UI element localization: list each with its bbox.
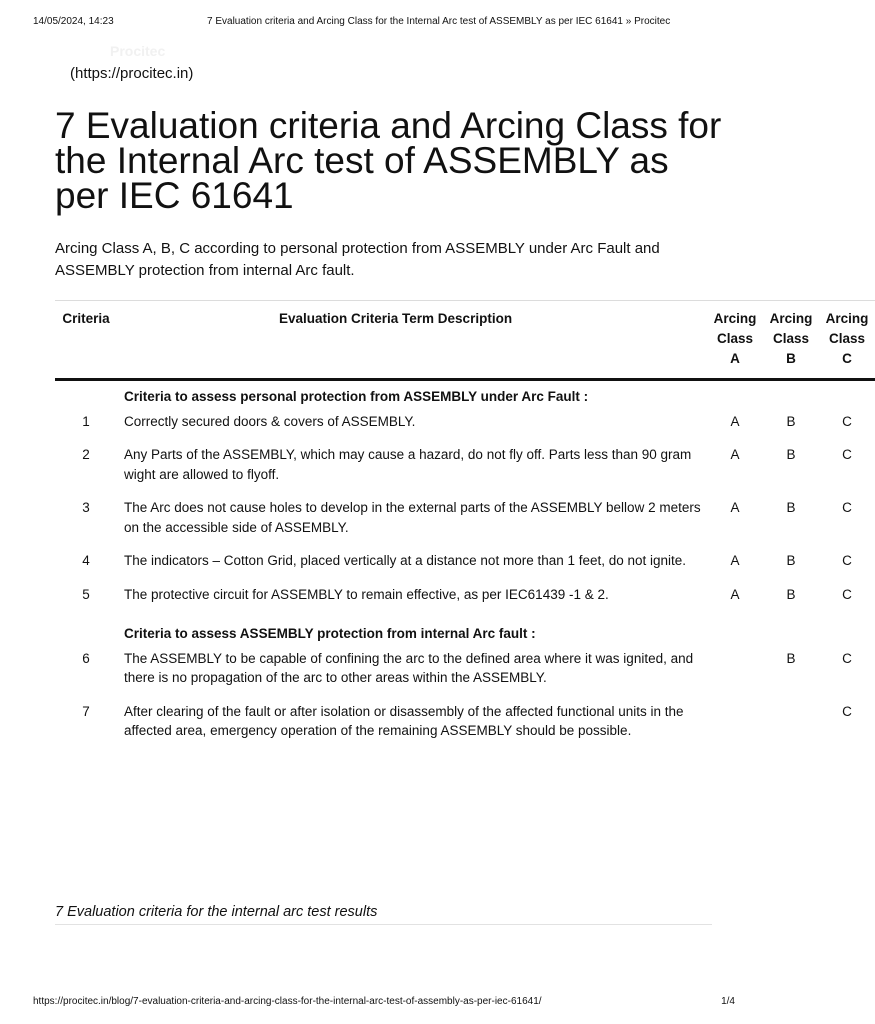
table-row [55,498,875,551]
header-class-a: Arcing Class A [707,301,763,380]
row-description: After clearing of the fault or after isolation or disassembly of the affected functional units in the affected area, emergency operation of the remaining ASSEMBLY should be possible. [124,703,684,738]
row-class-a: A [730,553,740,568]
row-number: 7 [82,703,90,719]
print-url: https://procitec.in/blog/7-evaluation-criteria-and-arcing-class-for-the-internal-arc-test-of-assembly-as-per-iec-61641/ [33,996,542,1007]
header-criteria: Criteria [55,301,117,380]
row-class-b: B [786,586,796,602]
print-page-number: 1/4 [721,996,735,1007]
row-number: 4 [82,553,90,568]
row-class-a: A [730,413,740,429]
home-link[interactable]: (https://procitec.in) [70,65,194,82]
site-logo[interactable]: Procitec [110,43,166,59]
row-number: 1 [82,413,90,429]
row-class-a: A [730,586,740,602]
table-row [55,445,875,498]
table-row [55,412,875,446]
row-class-a [707,702,763,755]
table-row [55,649,875,702]
row-class-a: A [730,447,740,462]
row-number: 3 [82,500,90,515]
row-description: The indicators – Cotton Grid, placed vertically at a distance not more than 1 feet, do not ignite. [124,553,687,568]
row-class-c: C [842,553,852,568]
row-description: The ASSEMBLY to be capable of confining the arc to the defined area where it was ignited, and there is no propagation of the arc to other areas within the ASSEMBLY. [124,650,694,685]
row-class-b: B [786,413,796,429]
table-caption: 7 Evaluation criteria for the internal arc test results [55,904,712,925]
row-class-a [707,649,763,702]
row-class-c: C [842,703,852,719]
intro-paragraph: Arcing Class A, B, C according to personal protection from ASSEMBLY under Arc Fault and ASSEMBLY protection from internal Arc fault. [55,240,660,279]
row-description: The protective circuit for ASSEMBLY to remain effective, as per IEC61439 -1 & 2. [124,586,609,602]
row-class-a: A [730,500,740,515]
section-row-personal [55,380,875,412]
row-class-b: B [786,553,796,568]
row-class-b: B [786,447,796,462]
row-class-b: B [786,500,796,515]
table-row [55,702,875,755]
row-class-c: C [842,447,852,462]
table-row [55,551,875,585]
row-description: Any Parts of the ASSEMBLY, which may cause a hazard, do not fly off. Parts less than 90 gram wight are allowed to flyoff. [124,447,692,482]
row-description: Correctly secured doors & covers of ASSEMBLY. [124,413,416,429]
header-description: Evaluation Criteria Term Description [117,301,707,380]
section-row-assembly [55,618,875,649]
row-class-c: C [842,650,852,666]
row-class-c: C [842,413,852,429]
header-class-c: Arcing Class C [819,301,875,380]
print-datetime: 14/05/2024, 14:23 [33,16,114,27]
criteria-table [55,300,869,755]
table-row [55,585,875,619]
row-description: The Arc does not cause holes to develop in the external parts of the ASSEMBLY bellow 2 meters on the accessible side of ASSEMBLY. [124,500,701,535]
header-class-b: Arcing Class B [763,301,819,380]
row-class-b: B [786,650,796,666]
section-heading: Criteria to assess personal protection from ASSEMBLY under Arc Fault : [124,389,589,404]
row-class-c: C [842,586,852,602]
row-number: 2 [82,447,90,462]
row-class-c: C [842,500,852,515]
table-header-row [55,301,875,380]
print-page-title: 7 Evaluation criteria and Arcing Class for the Internal Arc test of ASSEMBLY as per IEC 61641 » Procitec [207,16,671,27]
page-title: 7 Evaluation criteria and Arcing Class for the Internal Arc test of ASSEMBLY as per IEC 61641 [55,105,722,216]
section-heading: Criteria to assess ASSEMBLY protection from internal Arc fault : [124,626,536,641]
row-number: 6 [82,650,90,666]
row-class-b [763,702,819,755]
row-number: 5 [82,586,90,602]
